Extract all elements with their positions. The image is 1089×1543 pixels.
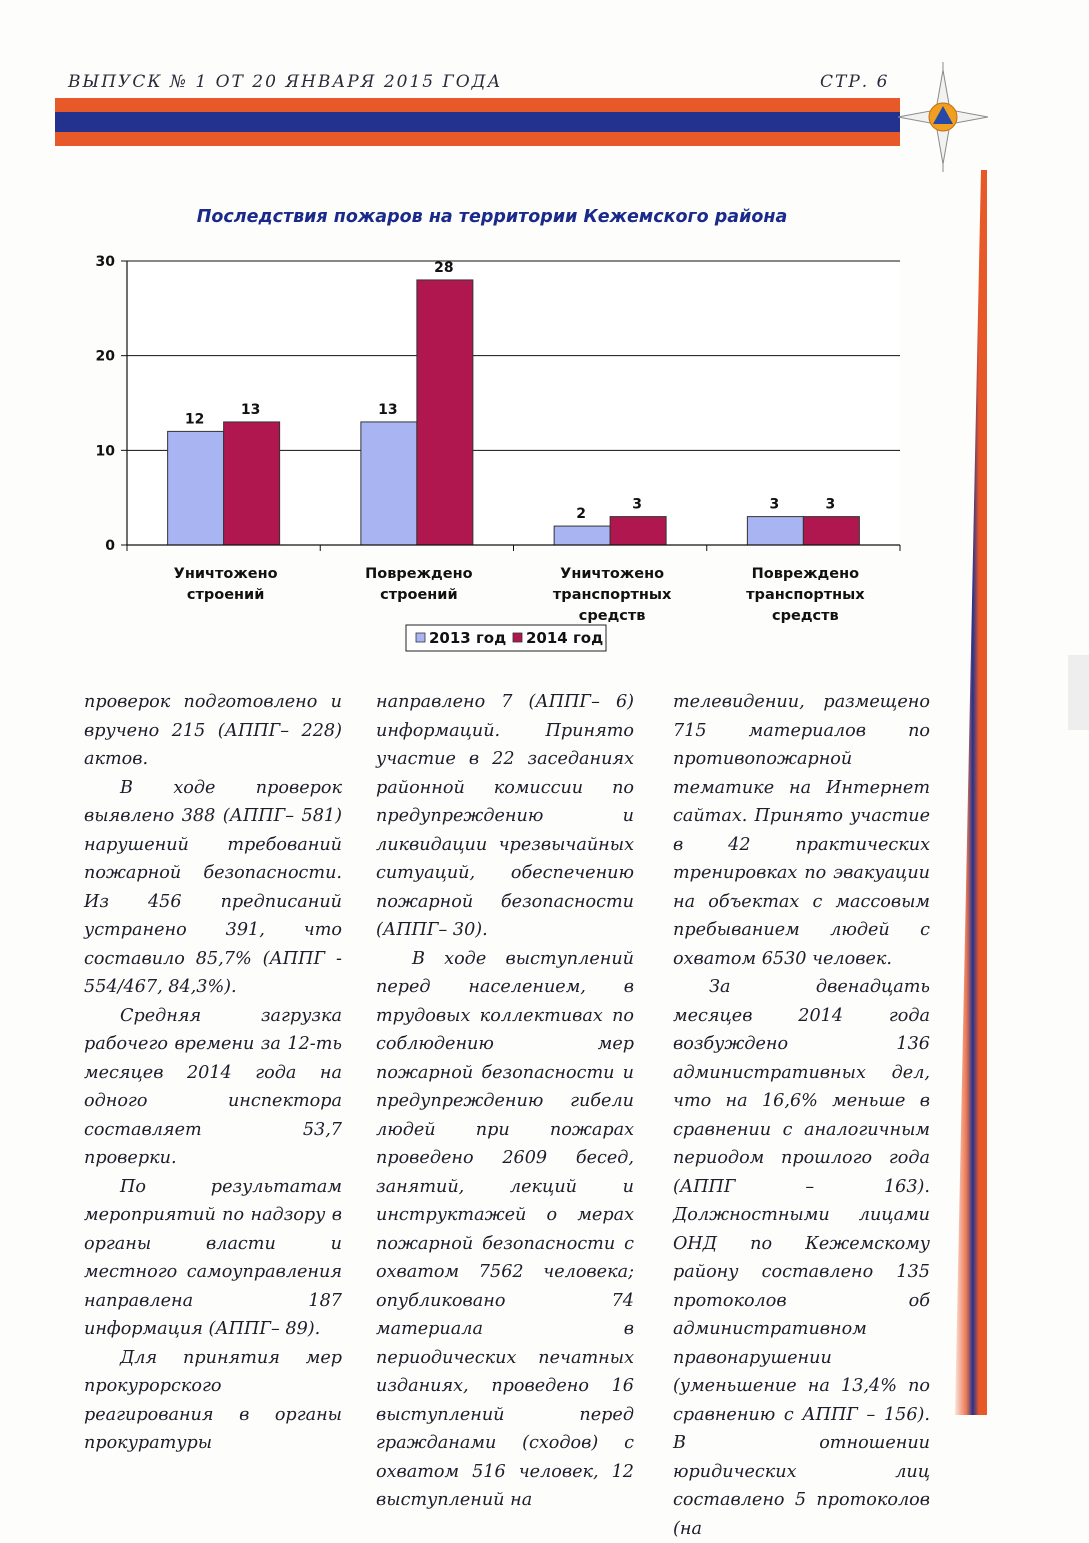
chart-title: Последствия пожаров на территории Кежемского района bbox=[196, 207, 788, 227]
legend-swatch bbox=[416, 633, 425, 642]
legend-label: 2014 год bbox=[526, 629, 604, 647]
category-label: строений bbox=[186, 587, 265, 603]
category-label: средств bbox=[772, 608, 839, 624]
paragraph: В ходе проверок выявлено 388 (АППГ– 581) нарушений требований пожарной безопасности. Из 456 предписаний устранено 391, что составило 85,7% (АППГ - 554/467, 84,3%). bbox=[84, 777, 342, 997]
bar-value-label: 3 bbox=[632, 496, 642, 513]
fire-consequences-chart bbox=[60, 195, 910, 665]
category-label: Повреждено bbox=[751, 566, 860, 582]
bar-value-label: 13 bbox=[240, 401, 261, 418]
category-label: транспортных bbox=[746, 587, 865, 603]
paragraph: По результатам мероприятий по надзору в органы власти и местного самоуправления направлена 187 информация (АППГ– 89). bbox=[84, 1176, 342, 1339]
page-edge-tab bbox=[1068, 655, 1089, 730]
bar-value-label: 28 bbox=[434, 259, 454, 276]
page-number: СТР. 6 bbox=[820, 72, 890, 92]
bar bbox=[168, 431, 224, 545]
y-tick-label: 20 bbox=[95, 348, 115, 365]
bar-value-label: 12 bbox=[184, 411, 205, 428]
stripe-orange-top bbox=[55, 98, 900, 112]
paragraph: Средняя загрузка рабочего времени за 12-ть месяцев 2014 года на одного инспектора составляет 53,7 проверки. bbox=[84, 1005, 342, 1168]
stripe-orange-bottom bbox=[55, 132, 900, 146]
bar bbox=[417, 280, 473, 545]
bar bbox=[747, 517, 803, 545]
bar-value-label: 2 bbox=[576, 506, 586, 523]
compass-star-triangle-icon bbox=[898, 62, 988, 172]
bar bbox=[803, 517, 859, 545]
bar-value-label: 3 bbox=[825, 496, 836, 513]
bar bbox=[554, 526, 610, 545]
paragraph: направлено 7 (АППГ– 6) информаций. Принято участие в 22 заседаниях районной комиссии по предупреждению и ликвидации чрезвычайных ситуаций, обеспечению пожарной безопасности (АППГ– 30). bbox=[376, 692, 634, 940]
text-column-2 bbox=[376, 688, 634, 1515]
bar-value-label: 13 bbox=[378, 401, 398, 418]
bar bbox=[610, 517, 666, 545]
category-label: Уничтожено bbox=[560, 566, 665, 582]
y-tick-label: 0 bbox=[105, 538, 115, 554]
side-gradient-bar bbox=[955, 170, 987, 1415]
paragraph: телевидении, размещено 715 материалов по противопожарной тематике на Интернет сайтах. Принято участие в 42 практических тренировках по эвакуации на объектах с массовым пребыванием людей с охватом 6530 человек. bbox=[673, 692, 930, 969]
legend-label: 2013 год bbox=[429, 629, 507, 647]
bar-value-label: 3 bbox=[769, 496, 780, 513]
bar bbox=[224, 422, 280, 545]
category-label: средств bbox=[578, 608, 646, 624]
category-label: строений bbox=[380, 587, 458, 603]
paragraph: В ходе выступлений перед населением, в трудовых коллективах по соблюдению мер пожарной безопасности и предупреждению гибели людей при пожарах проведено 2609 бесед, занятий, лекций и инструктажей о мерах пожарной безопасности с охватом 7562 человека; опубликовано 74 материала в периодических печатных изданиях, проведено 16 выступлений перед гражданами (сходов) с охватом 516 человек, 12 выступлений на bbox=[376, 948, 634, 1510]
stripe-blue bbox=[55, 112, 900, 132]
paragraph: Для принятия мер прокурорского реагирования в органы прокуратуры bbox=[84, 1347, 342, 1453]
text-column-3 bbox=[673, 688, 930, 1543]
header-stripes bbox=[55, 98, 900, 148]
chart-legend bbox=[406, 625, 606, 651]
category-label: транспортных bbox=[552, 587, 672, 603]
issue-header: ВЫПУСК № 1 ОТ 20 ЯНВАРЯ 2015 ГОДА bbox=[68, 72, 503, 92]
text-column-1 bbox=[84, 688, 342, 1458]
category-label: Повреждено bbox=[365, 566, 473, 582]
y-tick-label: 10 bbox=[95, 443, 115, 460]
bar bbox=[361, 422, 417, 545]
paragraph: За двенадцать месяцев 2014 года возбуждено 136 административных дел, что на 16,6% меньше в сравнении с аналогичным периодом прошлого года (АППГ – 163). Должностными лицами ОНД по Кежемскому району составлено 135 протоколов об административном правонарушении (уменьшение на 13,4% по сравнению с АППГ – 156). В отношении юридических лиц составлено 5 протоколов (на bbox=[673, 977, 930, 1539]
y-tick-label: 30 bbox=[95, 254, 115, 270]
legend-swatch bbox=[513, 633, 522, 642]
paragraph: проверок подготовлено и вручено 215 (АППГ– 228) актов. bbox=[84, 692, 342, 769]
category-label: Уничтожено bbox=[173, 566, 278, 582]
